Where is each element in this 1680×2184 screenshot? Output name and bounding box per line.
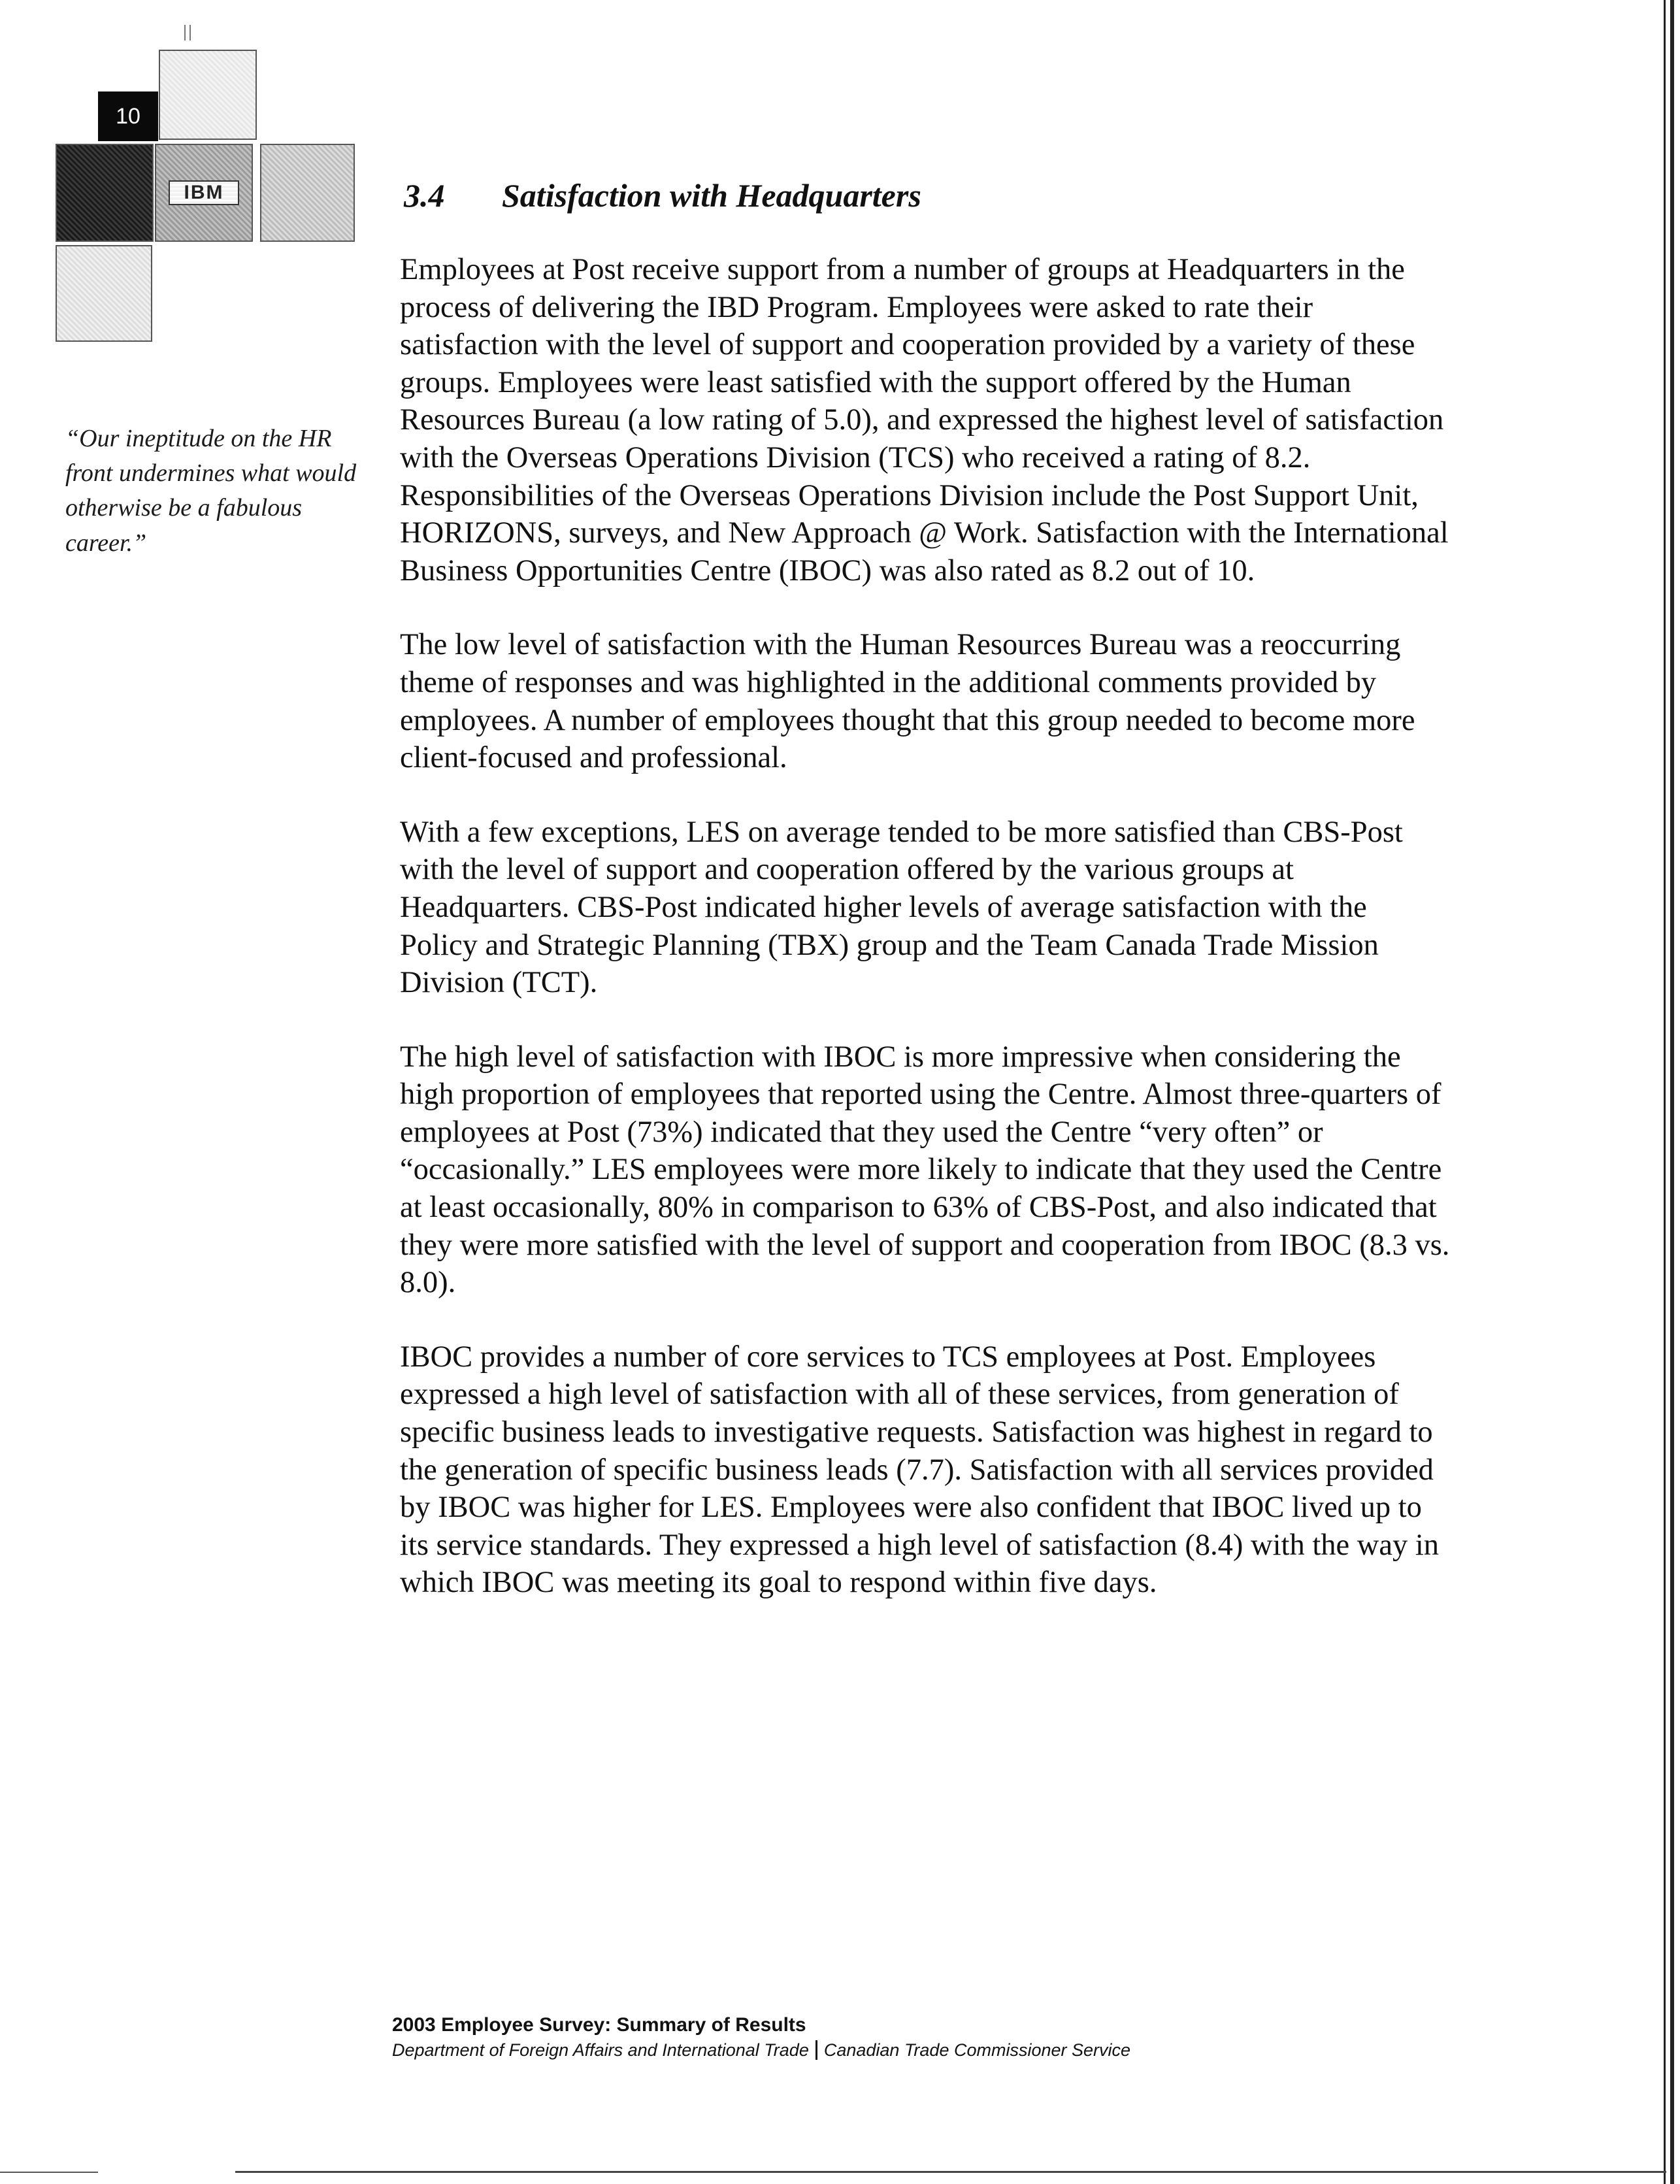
scan-tick-mark	[189, 25, 191, 41]
scan-bottom-line	[235, 2171, 1666, 2173]
section-heading	[404, 176, 921, 214]
scan-edge-line	[1664, 0, 1666, 2184]
footer-department: Department of Foreign Affairs and International Trade	[392, 2040, 809, 2060]
section-number: 3.4	[404, 177, 445, 214]
paragraph: With a few exceptions, LES on average tended to be more satisfied than CBS-Post with the level of support and cooperation offered by the various groups at Headquarters. CBS-Post indicated higher levels of average satisfaction with the Policy and Strategic Planning (TBX) group and the Team Canada Trade Mission Division (TCT).	[400, 815, 1403, 1000]
scan-tick-mark	[184, 25, 186, 41]
decorative-tile	[260, 144, 355, 242]
footer-title: 2003 Employee Survey: Summary of Results	[392, 2014, 806, 2036]
footer-subtitle	[392, 2040, 1130, 2060]
paragraph: IBOC provides a number of core services to TCS employees at Post. Employees expressed a high level of satisfaction with all of these services, from generation of specific business leads to investigative requests. Satisfaction was highest in regard to the generation of specific business leads (7.7). Satisfaction with all services provided by IBOC was higher for LES. Employees were also confident that IBOC lived up to its service standards. They expressed a high level of satisfaction (8.4) with the way in which IBOC was meeting its goal to respond within five days.	[400, 1340, 1440, 1600]
decorative-tile	[56, 144, 154, 242]
decorative-tile	[56, 245, 152, 342]
footer-separator	[815, 2040, 817, 2060]
ibm-logo: IBM	[169, 180, 239, 205]
page-footer	[392, 2014, 1130, 2060]
paragraph: The high level of satisfaction with IBOC is more impressive when considering the high proportion of employees that reported using the Centre. Almost three-quarters of employees at Post (73%) indicated that they used the Centre “very often” or “occasionally.” LES employees were more likely to indicate that they used the Centre at least occasionally, 80% in comparison to 63% of CBS-Post, and also indicated that they were more satisfied with the level of support and cooperation from IBOC (8.3 vs. 8.0).	[400, 1040, 1450, 1300]
scan-bottom-line	[0, 2172, 98, 2173]
paragraph: The low level of satisfaction with the Human Resources Bureau was a reoccurring theme of responses and was highlighted in the additional comments provided by employees. A number of employees thought that this group needed to become more client-focused and professional.	[400, 628, 1415, 775]
body-text	[400, 251, 1452, 1638]
sidebar-quote: “Our ineptitude on the HR front undermines what would otherwise be a fabulous career.”	[65, 425, 357, 557]
section-title: Satisfaction with Headquarters	[502, 177, 921, 214]
decorative-tile	[159, 50, 257, 140]
paragraph: Employees at Post receive support from a number of groups at Headquarters in the process of delivering the IBD Program. Employees were asked to rate their satisfaction with the level of support and cooperation provided by a variety of these groups. Employees were least satisfied with the support offered by the Human Resources Bureau (a low rating of 5.0), and expressed the highest level of satisfaction with the Overseas Operations Division (TCS) who received a rating of 8.2. Responsibilities of the Overseas Operations Division include the Post Support Unit, HORIZONS, surveys, and New Approach @ Work. Satisfaction with the International Business Opportunities Centre (IBOC) was also rated as 8.2 out of 10.	[400, 253, 1449, 587]
scan-edge-line	[1670, 0, 1674, 2184]
page-number: 10	[98, 91, 158, 141]
footer-service: Canadian Trade Commissioner Service	[823, 2040, 1131, 2060]
